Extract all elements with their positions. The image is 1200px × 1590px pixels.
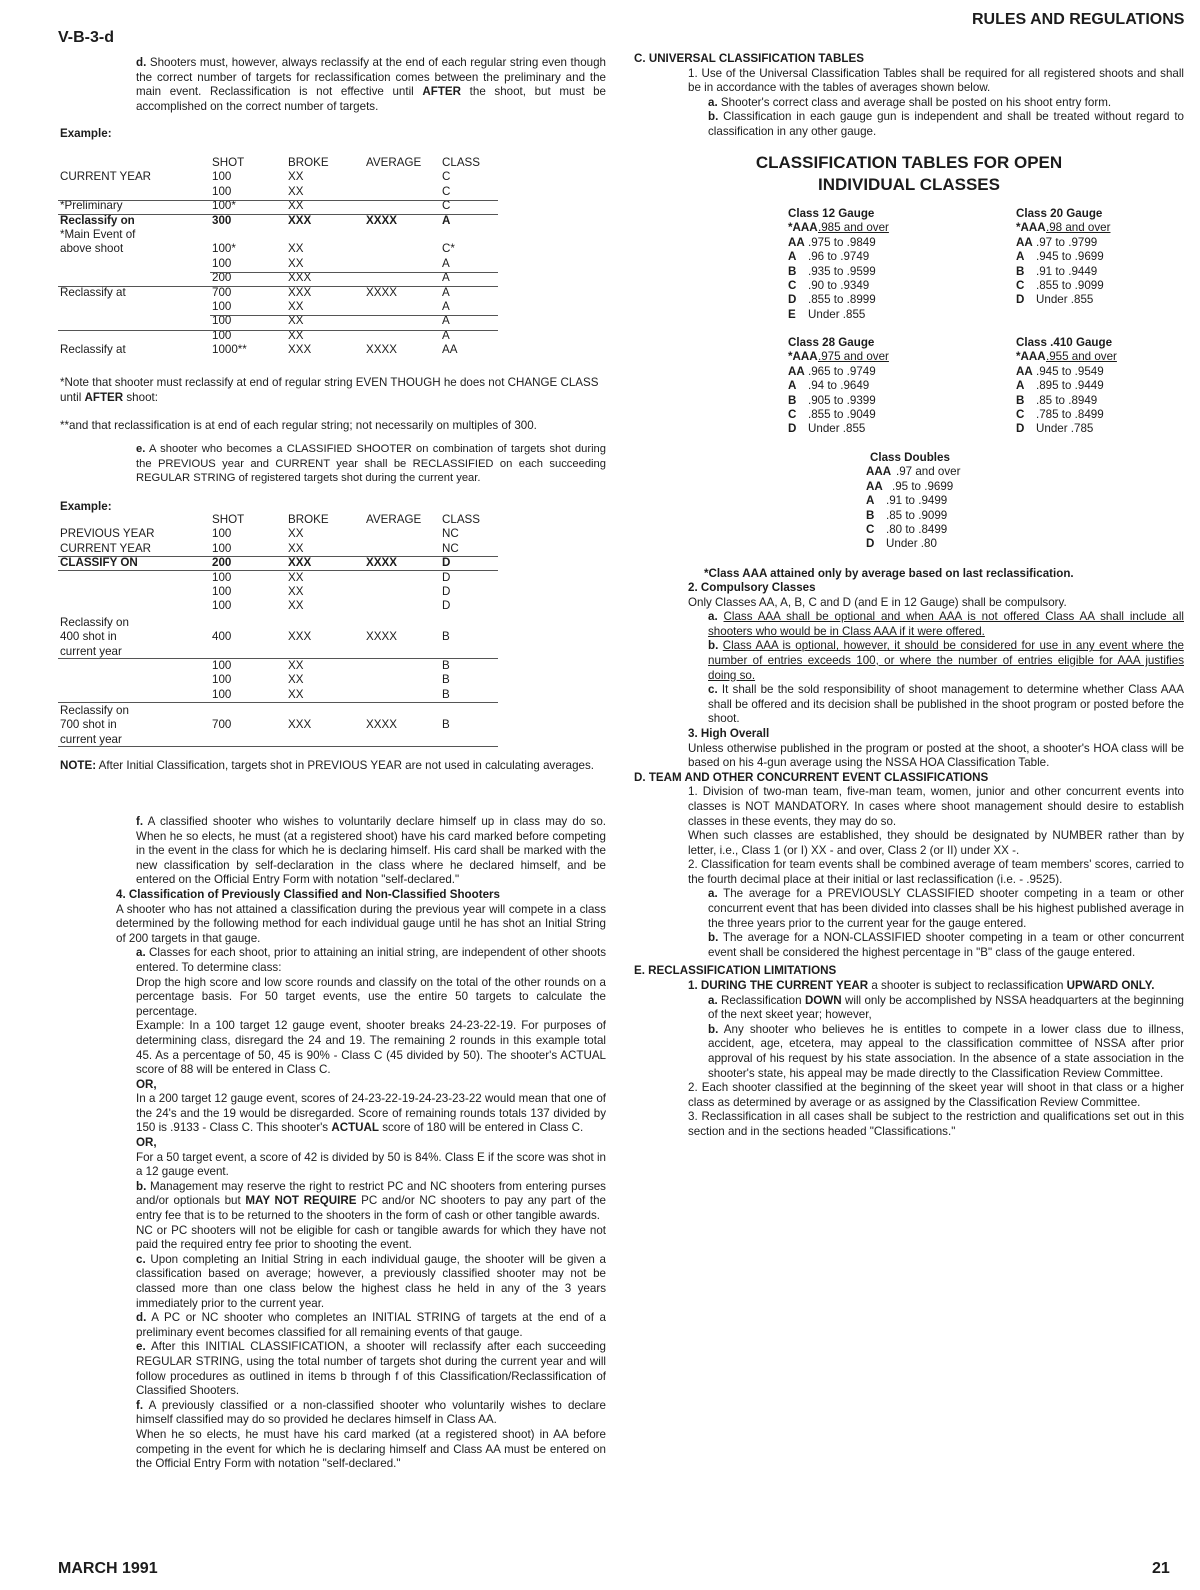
- section-d-title: D. TEAM AND OTHER CONCURRENT EVENT CLASSIFICATIONS: [634, 770, 989, 784]
- item-4e: e. After this INITIAL CLASSIFICATION, a shooter will reclassify after each succeeding REGULAR STRING, using the total number of targets shot during the current year and will follow procedures as outlined in items b through f of this Classification/Reclassification of Classified Shooters.: [136, 1340, 606, 1398]
- item-c2c: c. It shall be the sold responsibility of shoot management to determine whether Class AAA shall be offered and its decision shall be published in the shoot program or posted before the shoot.: [708, 683, 1184, 726]
- item-e1: 1. DURING THE CURRENT YEAR a shooter is subject to reclassification UPWARD ONLY.: [688, 979, 1155, 993]
- page-number: 21: [1152, 1560, 1170, 1577]
- table-row: 100 XX D: [212, 599, 451, 613]
- item-c2a: a. Class AAA shall be optional and when AAA is not offered Class AA shall include all shooters who would be in Class AAA if it were offered.: [708, 610, 1184, 638]
- item-4f-note: When he so elects, he must have his card marked (at a registered shoot) in AA before competing in the event for which he is declaring himself and Class AA must be entered on the Official Entry Form with notation "self-declared.": [136, 1427, 606, 1471]
- paragraph-e: e. A shooter who becomes a CLASSIFIED SHOOTER on combination of targets shot during the PREVIOUS year and CURRENT year shall be RECLASSIFIED on each succeeding REGULAR STRING of registered targets shot during the current year.: [136, 443, 606, 485]
- item-c2b: b. Class AAA is optional, however, it should be considered for use in any event where the number of entries exceeds 100, or where the number of entries eligible for AAA justifies doing so.: [708, 639, 1184, 682]
- table-row: Reclassify on: [60, 615, 129, 629]
- table-row: *Preliminary 100* XX C: [60, 199, 451, 213]
- item-d2: 2. Classification for team events shall be combined average of team members' scores, carried to the fourth decimal place at their initial or last reclassification (i.e. - .9525).: [688, 858, 1184, 886]
- table-row: 200 XXX A: [212, 271, 450, 285]
- sections-c2-e: [634, 581, 1184, 1140]
- table-row: 100 XX C: [212, 184, 451, 198]
- section-c: [634, 52, 1184, 140]
- table-row: 400 shot in 400 XXX XXXX B: [60, 630, 450, 644]
- table-rule: [58, 658, 498, 659]
- table-row: 100 XX A: [212, 299, 450, 313]
- table-row: above shoot 100* XX C*: [60, 242, 455, 256]
- table-row: Reclassify at 700 XXX XXXX A: [60, 285, 450, 299]
- classification-tables-title: CLASSIFICATION TABLES FOR OPEN INDIVIDUAL CLASSES: [755, 153, 1063, 194]
- table-rule: [58, 556, 498, 557]
- section-4-intro: A shooter who has not attained a classification during the previous year will compete in a class determined by the following method for each individual gauge until he has shot an Initial String of 200 targets in that gauge.: [116, 902, 606, 945]
- page-header-title: RULES AND REGULATIONS: [972, 11, 1185, 28]
- item-4a: a. Classes for each shoot, prior to attaining an initial string, are independent of other shoots entered. To determine class:: [136, 946, 606, 974]
- item-4a-example: Example: In a 100 target 12 gauge event, shooter breaks 24-23-22-19. For purposes of determining class, disregard the 24 and 19. The remaining 2 rounds in this example total 45. As a percentage of 50, 45 is 90% - Class C (45 divided by 50). The shooter's ACTUAL score of 88 will be entered in Class C.: [136, 1019, 606, 1077]
- high-overall-title: 3. High Overall: [688, 726, 770, 740]
- left-lower-column: [116, 815, 606, 1472]
- paragraph-f: f. A classified shooter who wishes to voluntarily declare himself up in class may do so. When he so elects, he must (at a registered shoot) have his card marked before competing in the event in the class for which he is declaring himself. His card shall be marked with the new classification by self-declaration in the class where he declared himself, and be entered on the Official Entry Form with notation "self-declared.": [136, 815, 606, 887]
- table-header-row: SHOT BROKE AVERAGE CLASS: [212, 513, 481, 526]
- table-rule: [58, 214, 498, 215]
- table-row: 100 XX B: [212, 687, 450, 701]
- table-row: 100 XX B: [212, 658, 450, 672]
- note-regular-string: **and that reclassification is at end of each regular string; not necessarily on multiples of 300.: [60, 419, 537, 432]
- item-4b: b. Management may reserve the right to restrict PC and NC shooters from entering purses and/or optionals but MAY NOT REQUIRE PC and/or NC shooters to pay any part of the entry fee that is to be returned to the shooters in the form of cash or other tangible awards.: [136, 1179, 606, 1223]
- table-row: PREVIOUS YEAR 100 XX NC: [60, 527, 459, 541]
- table-row: current year: [60, 732, 122, 746]
- paragraph-d: d. Shooters must, however, always reclassify at the end of each regular string even though the correct number of targets for reclassification comes between the preliminary and the main event. Reclassification is not effective until AFTER the shoot, but must be accomplished on the correct number of targets.: [136, 56, 606, 113]
- table-row: CLASSIFY ON 200 XXX XXXX D: [60, 556, 451, 570]
- item-d1-note: When such classes are established, they should be designated by NUMBER rather than by letter, i.e., Class 1 (or I) XX - and over, Class 2 (or II) under XX -.: [688, 829, 1184, 857]
- item-4a-method: Drop the high score and low score rounds and classify on the total of the other rounds on a percentage basis. For 50 target events, use the entire 50 targets to calculate the percentage.: [136, 975, 606, 1018]
- table-header-row: SHOT BROKE AVERAGE CLASS: [212, 156, 481, 169]
- item-4f: f. A previously classified or a non-classified shooter who voluntarily wishes to declare himself classified may do so provided he declares himself in Class AA.: [136, 1398, 606, 1427]
- table-20-gauge: Class 20 Gauge *AAA.98 and over AA .97 to .9799 A .945 to .9699 B .91 to .9449 C .855 to .9099 D Under .855: [1016, 207, 1111, 307]
- compulsory-classes-title: 2. Compulsory Classes: [688, 581, 816, 594]
- item-d2a: a. The average for a PREVIOUSLY CLASSIFIED shooter competing in a team or other concurrent event that has been divided into classes shall be his highest published average in the three years prior to the current year for the gauge entered.: [708, 887, 1185, 930]
- section-4-title: 4. Classification of Previously Classified and Non-Classified Shooters: [116, 887, 500, 901]
- high-overall-text: Unless otherwise published in the program or posted at the shoot, a shooter's HOA class will be based on his 4-gun average using the NSSA HOA Classification Table.: [688, 741, 1184, 770]
- item-c1: 1. Use of the Universal Classification Tables shall be required for all registered shoots and shall be in accordance with the tables of averages shown below.: [688, 66, 1184, 95]
- table-row: 100 XX A: [212, 314, 450, 328]
- example-label-2: Example:: [60, 500, 112, 513]
- classification-example-table-2: [58, 513, 500, 747]
- or-separator: OR,: [136, 1136, 157, 1150]
- table-rule: [58, 200, 498, 201]
- item-d2b: b. The average for a NON-CLASSIFIED shooter competing in a team or other concurrent event shall be considered the highest percentage in "B" class of the gauge entered.: [708, 931, 1185, 959]
- table-rule: [210, 272, 498, 273]
- table-28-gauge: Class 28 Gauge *AAA.975 and over AA .965 to .9749 A .94 to .9649 B .905 to .9399 C .855 to .9049 D Under .855: [788, 336, 889, 436]
- table-rule: [210, 315, 498, 316]
- table-rule: [58, 286, 498, 287]
- item-4a-example-50: For a 50 target event, a score of 42 is divided by 50 is 84%. Class E if the score was shot in a 12 gauge event.: [136, 1150, 606, 1179]
- item-4c: c. Upon completing an Initial String in each individual gauge, the shooter will be given a classification based on average; however, a previously classified shooter may not be classed more than one class below the highest class he held in any of the 3 years immediately prior to the current year.: [136, 1252, 606, 1310]
- table-row: 100 XX D: [212, 570, 451, 584]
- table-row: Reclassify on 300 XXX XXXX A: [60, 213, 451, 227]
- table-row: current year: [60, 644, 122, 658]
- table-row: 700 shot in 700 XXX XXXX B: [60, 718, 450, 732]
- or-separator: OR,: [136, 1077, 157, 1091]
- note-initial-classification: NOTE: After Initial Classification, targets shot in PREVIOUS YEAR are not used in calculating averages.: [60, 759, 594, 772]
- footer-date: MARCH 1991: [58, 1560, 158, 1577]
- table-rule: [58, 746, 498, 747]
- item-e1b: b. Any shooter who believes he is entitles to compete in a lower class due to illness, accident, age, etcetera, may appeal to the classification committee of NSSA after prior approval of his request by his state association. In the absence of a state association in the shooter's state, his appeal may be made directly to the Classification Review Committee.: [708, 1022, 1184, 1080]
- table-row: *Main Event of: [60, 227, 136, 241]
- table-rule: [58, 330, 498, 331]
- table-row: CURRENT YEAR 100 XX C: [60, 170, 451, 184]
- table-410-gauge: Class .410 Gauge *AAA.955 and over AA .945 to .9549 A .895 to .9449 B .85 to .8949 C .785 to .8499 D Under .785: [1016, 336, 1117, 436]
- item-d1: 1. Division of two-man team, five-man team, women, junior and other concurrent events into classes is NOT MANDATORY. In cases where shoot management should desire to establish classes in these events, they may do so.: [688, 785, 1184, 828]
- table-doubles: Class Doubles AAA .97 and over AA .95 to .9699 A .91 to .9499 B .85 to .9099 C .80 to .8499 D Under .80: [866, 451, 961, 551]
- item-4b-note: NC or PC shooters will not be eligible for cash or tangible awards for which they have not paid the required entry fee prior to shooting the event.: [136, 1223, 606, 1252]
- table-row: Reclassify at 1000** XXX XXXX AA: [60, 343, 458, 357]
- item-e1a: a. Reclassification DOWN will only be accomplished by NSSA headquarters at the beginning of the next skeet year; however,: [708, 993, 1184, 1022]
- classification-example-table-1: [58, 156, 500, 357]
- item-e2: 2. Each shooter classified at the beginning of the skeet year will shoot in that class or a higher class as determined by average or as assigned by the Classification Review Committee.: [688, 1081, 1184, 1109]
- table-rule: [58, 570, 498, 571]
- table-row: Reclassify on: [60, 704, 129, 718]
- table-row: 100 XX D: [212, 584, 451, 598]
- aaa-note: *Class AAA attained only by average based on last reclassification.: [704, 567, 1074, 580]
- item-4d: d. A PC or NC shooter who completes an INITIAL STRING of targets at the end of a preliminary event becomes classified for all remaining events of that gauge.: [136, 1311, 606, 1339]
- table-rule: [58, 702, 498, 703]
- item-4a-example-200: In a 200 target 12 gauge event, scores of 24-23-22-19-24-23-23-22 would mean that one of the 24's and the 19 would be disregarded. Score of remaining rounds totals 137 divided by 150 is .9133 - Class C. This shooter's ACTUAL score of 180 will be entered in Class C.: [136, 1092, 606, 1135]
- section-c-title: C. UNIVERSAL CLASSIFICATION TABLES: [634, 52, 864, 65]
- compulsory-classes-text: Only Classes AA, A, B, C and D (and E in 12 Gauge) shall be compulsory.: [688, 595, 1067, 609]
- table-row: 100 XX A: [212, 328, 450, 342]
- example-label: Example:: [60, 127, 112, 140]
- section-4-items: [116, 946, 606, 1471]
- table-row: CURRENT YEAR 100 XX NC: [60, 541, 459, 555]
- note-reclassify: *Note that shooter must reclassify at end of regular string EVEN THOUGH he does not CHANGE CLASS until AFTER shoot:: [60, 376, 599, 404]
- table-row: 100 XX A: [212, 256, 450, 270]
- section-code: V-B-3-d: [58, 29, 114, 46]
- table-row: 100 XX B: [212, 673, 450, 687]
- section-e-title: E. RECLASSIFICATION LIMITATIONS: [634, 964, 837, 978]
- item-c1a: a. Shooter's correct class and average shall be posted on his shoot entry form.: [708, 95, 1112, 109]
- table-12-gauge: Class 12 Gauge *AAA.985 and over AA .975 to .9849 A .96 to .9749 B .935 to .9599 C .90 to .9349 D .855 to .8999 E Under .855: [788, 207, 889, 321]
- item-c1b: b. Classification in each gauge gun is independent and shall be treated without regard to classification in any other gauge.: [708, 110, 1184, 138]
- item-e3: 3. Reclassification in all cases shall be subject to the restriction and qualifications set out in this section and in the sections headed "Classifications.": [688, 1110, 1184, 1138]
